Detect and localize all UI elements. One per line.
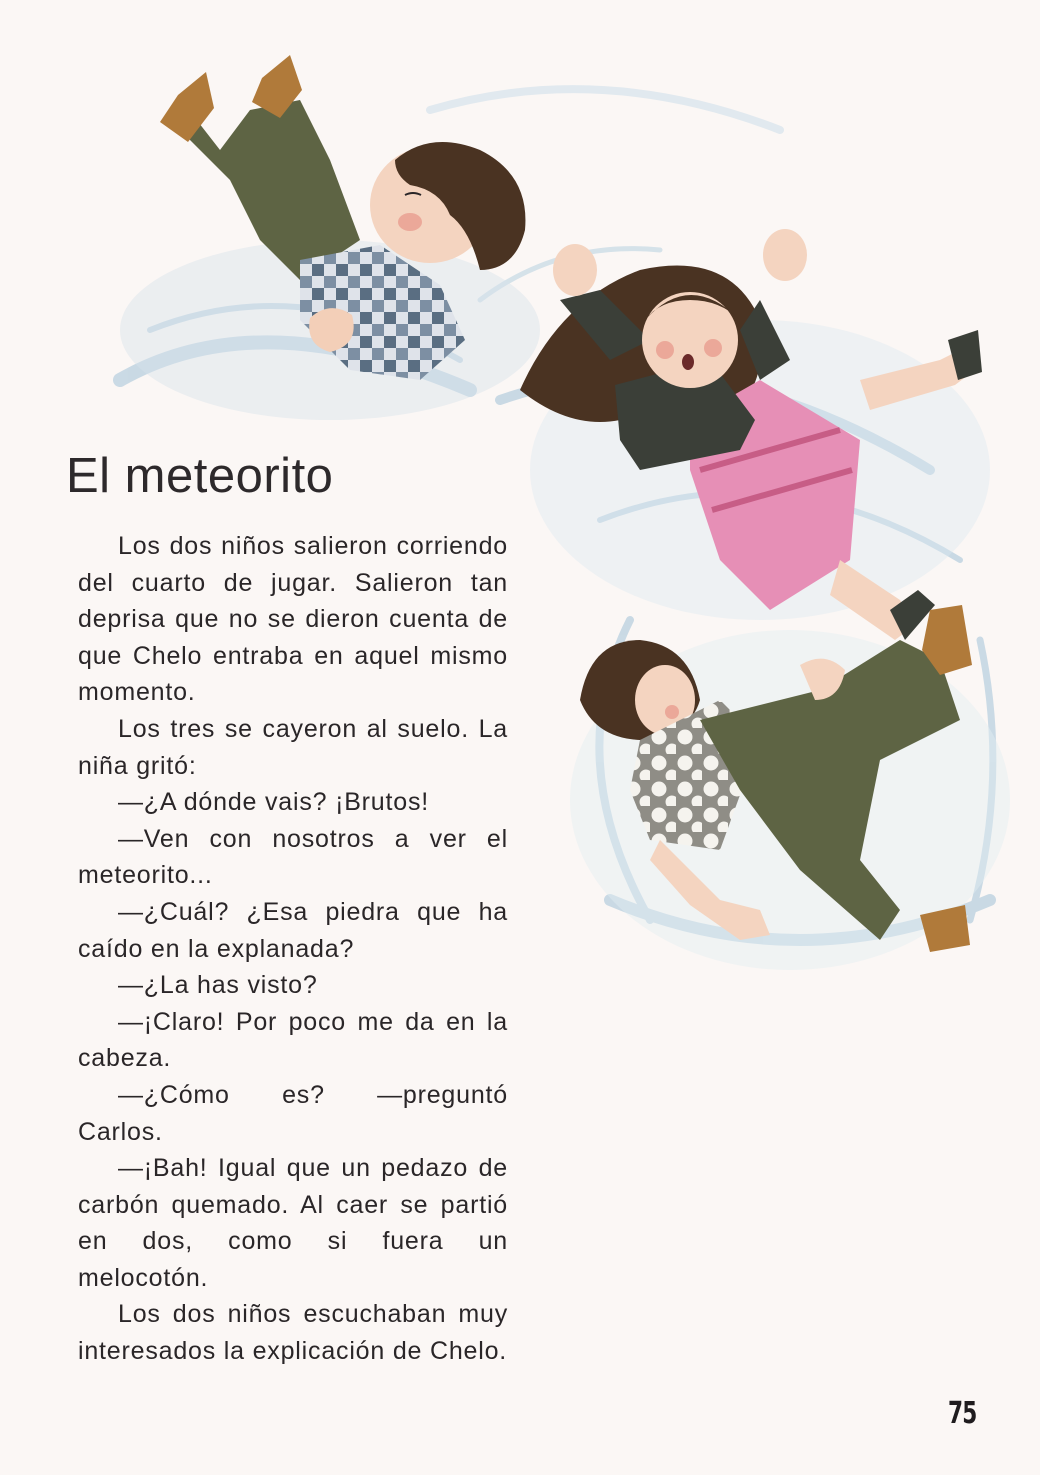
- story-paragraph: Los dos niños escuchaban muy interesados la explicación de Chelo.: [78, 1300, 508, 1366]
- dialog-line: —¿Cuál? ¿Esa piedra que ha caído en la explanada?: [78, 897, 508, 963]
- story-paragraph: Los tres se cayeron al suelo. La niña gritó:: [78, 714, 508, 780]
- dialog-line: —¡Claro! Por poco me da en la cabeza.: [78, 1007, 508, 1073]
- page-number: 75: [948, 1396, 977, 1431]
- story-text: [78, 528, 508, 1370]
- dialog-line: —¿A dónde vais? ¡Brutos!: [118, 788, 430, 817]
- page-title: El meteorito: [66, 449, 334, 503]
- story-paragraph: Los dos niños salieron corriendo del cuarto de jugar. Salieron tan deprisa que no se dieron cuenta de que Chelo entraba en aquel mismo momento.: [78, 532, 508, 707]
- dialog-line: —¿La has visto?: [118, 971, 318, 1000]
- dialog-line: —Ven con nosotros a ver el meteorito...: [78, 824, 508, 890]
- dialog-line: —¡Bah! Igual que un pedazo de carbón quemado. Al caer se partió en dos, como si fuera un melocotón.: [78, 1154, 508, 1292]
- dialog-line: —¿Cómo es? —preguntó Carlos.: [78, 1080, 508, 1146]
